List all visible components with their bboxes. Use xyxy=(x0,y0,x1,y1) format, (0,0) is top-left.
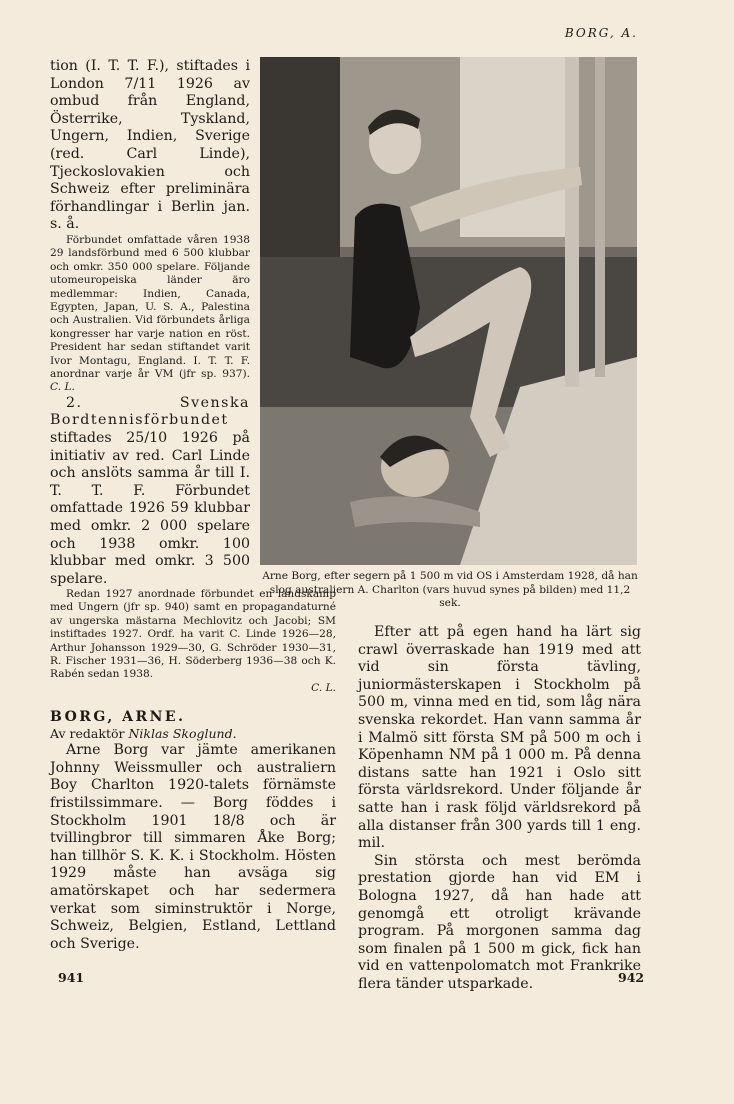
column-right-bottom xyxy=(358,624,641,993)
signature-cl-1: C. L. xyxy=(50,381,75,394)
column-left-top xyxy=(50,58,250,588)
paragraph-borg-career: Efter att på egen hand ha lärt sig crawl överraskade han 1919 med att vid sin första tävling, juniormästerskapen i Stockholm på 500 m, vinna med en tid, som låg nära svenska rekordet. Han vann samma år i Malmö sitt första SM på 500 m och i Köpenhamn NM på 1 000 m. På denna distans satte han 1921 i Oslo sitt första världsrekord. Under följande år satte han i rask följd världsrekord på alla distanser från 300 yards till 1 eng. mil. xyxy=(358,624,641,852)
paragraph-svenska-text: stiftades 25/10 1926 på initiativ av red. Carl Linde och anslöts samma år till I. T. T. F. Förbundet omfattade 1926 59 klubbar med omkr. 2 000 spelare och 1938 omkr. 100 klubbar med omkr. 3 500 spelare. xyxy=(50,430,250,587)
paragraph-lead-svenska: 2. Svenska Bordtennisförbundet xyxy=(50,394,250,429)
page-number-right: 942 xyxy=(618,970,645,985)
column-left-bottom xyxy=(50,588,336,953)
paragraph-svenska-bordtennisforbundet xyxy=(50,395,250,589)
paragraph-ittf-membership-text: Förbundet omfattade våren 1938 29 landsförbund med 6 500 klubbar och omkr. 350 000 spelare. Följande utomeuropeiska länder äro medlemmar: Indien, Canada, Egypten, Japan, U. S. A., Palestina och Australien. Vid förbundets årliga kongresser har varje nation en röst. President har sedan stiftandet varit Ivor Montagu, England. I. T. T. F. anordnar varje år VM (jfr sp. 937). xyxy=(50,233,250,380)
photo-arne-borg xyxy=(260,57,637,565)
byline-author: Niklas Skoglund. xyxy=(128,726,237,742)
signature-cl-2: C. L. xyxy=(311,681,336,694)
byline xyxy=(50,725,336,742)
running-head: BORG, A. xyxy=(564,26,638,40)
paragraph-landskamp: Redan 1927 anordnade förbundet en landskamp med Ungern (jfr sp. 940) samt en propagandaturné av ungerska mästarna Mechlovitz och Jacobi; SM instiftades 1927. Ordf. ha varit C. Linde 1926—28, Arthur Johansson 1929—30, G. Schröder 1930—31, R. Fischer 1931—36, H. Söderberg 1936—38 och K. Rabén sedan 1938. xyxy=(50,588,336,681)
article-heading-borg-arne: BORG, ARNE. xyxy=(50,709,186,726)
paragraph-borg-bologna: Sin största och mest berömda prestation gjorde han vid EM i Bologna 1927, då han hade att genomgå ett otroligt krävande program. På morgonen samma dag som finalen på 1 500 m gick, fick han vid en vattenpolomatch mot Frankrike flera tänder utsparkade. xyxy=(358,852,641,992)
page-number-left: 941 xyxy=(58,970,85,985)
paragraph-borg-intro: Arne Borg var jämte amerikanen Johnny Weissmuller och australiern Boy Charlton 1920-talets förnämste fristilssimmare. — Borg föddes i Stockholm 1901 18/8 och är tvillingbror till simmaren Åke Borg; han tillhör S. K. K. i Stockholm. Hösten 1929 måste han avsäga sig amatörskapet och har sedermera verkat som siminstruktör i Norge, Schweiz, Belgien, Estland, Lettland och Sverige. xyxy=(50,742,336,952)
photo-caption: Arne Borg, efter segern på 1 500 m vid OS i Amsterdam 1928, då han slog australiern A. Charlton (vars huvud synes på bilden) med 11,2 sek. xyxy=(262,570,638,610)
paragraph-ittf-founding: tion (I. T. T. F.), stiftades i London 7/11 1926 av ombud från England, Österrike, Tyskland, Ungern, Indien, Sverige (red. Carl Linde), Tjeckoslovakien och Schweiz efter preliminära förhandlingar i Berlin jan. s. å. xyxy=(50,58,250,233)
byline-prefix: Av redaktör xyxy=(50,726,125,742)
paragraph-ittf-membership xyxy=(50,234,250,395)
photo-illustration xyxy=(260,57,637,565)
